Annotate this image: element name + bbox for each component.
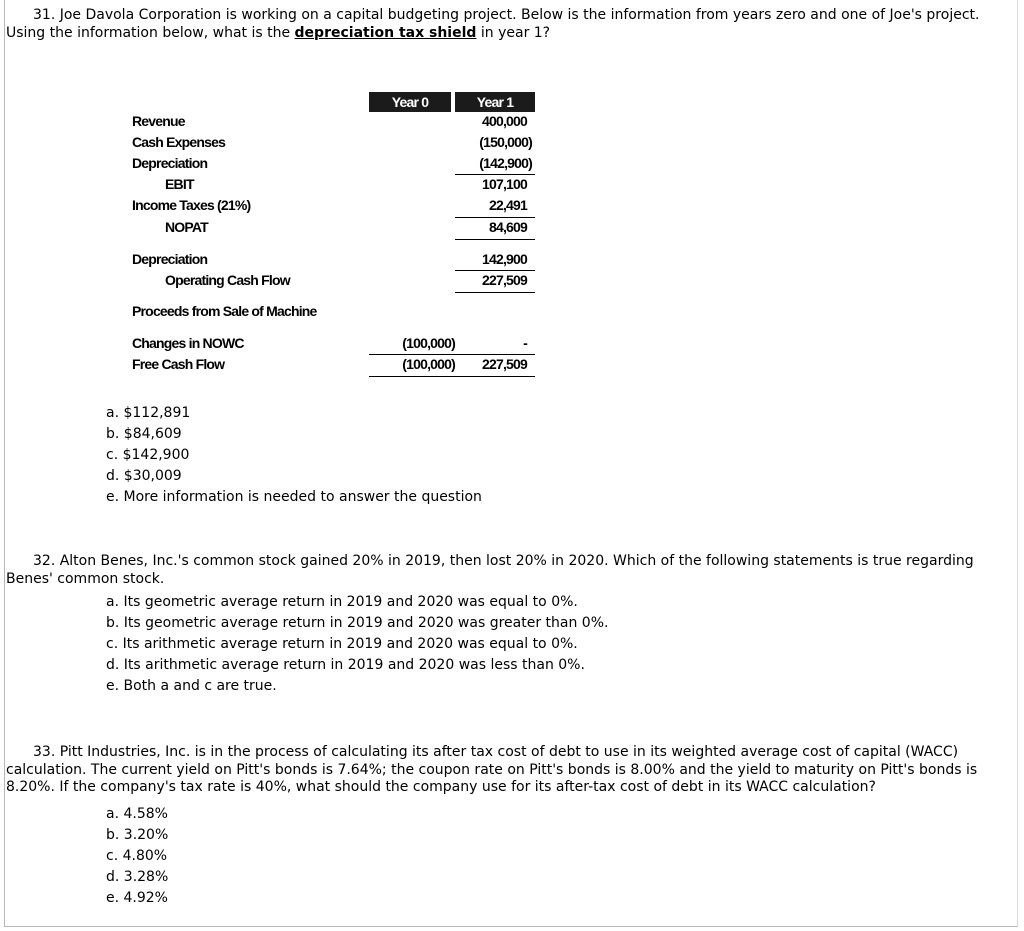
row-value-depreciation-y1: (142,900) bbox=[479, 155, 532, 171]
header-year1: Year 1 bbox=[455, 92, 535, 112]
question-33-options bbox=[106, 804, 168, 909]
option-32b[interactable]: b. Its geometric average return in 2019 and 2020 was greater than 0%. bbox=[106, 615, 609, 631]
row-value-fcf-y1: 227,509 bbox=[481, 356, 527, 372]
fcf-underline bbox=[369, 376, 535, 377]
option-31c[interactable]: c. $142,900 bbox=[106, 447, 190, 463]
option-33b[interactable]: b. 3.20% bbox=[106, 827, 169, 843]
row-value-nowc-y1: - bbox=[523, 335, 527, 351]
option-31a[interactable]: a. $112,891 bbox=[106, 405, 191, 421]
option-31e[interactable]: e. More information is needed to answer the question bbox=[106, 489, 482, 505]
row-value-fcf-y0: (100,000) bbox=[402, 356, 455, 372]
row-value-ebit-y1: 107,100 bbox=[481, 176, 527, 192]
option-32c[interactable]: c. Its arithmetic average return in 2019 and 2020 was equal to 0%. bbox=[106, 636, 578, 652]
nopat-rule bbox=[455, 217, 535, 218]
row-label-changes-in-nowc: Changes in NOWC bbox=[132, 335, 244, 351]
option-32e[interactable]: e. Both a and c are true. bbox=[106, 678, 277, 694]
row-label-proceeds: Proceeds from Sale of Machine bbox=[132, 303, 317, 319]
question-31-stem: 31. Joe Davola Corporation is working on a capital budgeting project. Below is the information from years zero and one of Joe's project. Using the information below, what is the depreciation tax shield in year 1? bbox=[6, 7, 980, 41]
cash-flow-table bbox=[0, 0, 1024, 400]
ocf-rule bbox=[455, 270, 535, 271]
question-33 bbox=[6, 744, 1006, 797]
row-value-nowc-y0: (100,000) bbox=[402, 335, 455, 351]
row-value-income-taxes-y1: 22,491 bbox=[488, 197, 527, 213]
option-33a[interactable]: a. 4.58% bbox=[106, 806, 168, 822]
header-year0: Year 0 bbox=[369, 92, 451, 112]
nopat-underline bbox=[455, 239, 535, 240]
option-33c[interactable]: c. 4.80% bbox=[106, 848, 168, 864]
option-32a[interactable]: a. Its geometric average return in 2019 and 2020 was equal to 0%. bbox=[106, 594, 578, 610]
fcf-rule bbox=[369, 354, 535, 355]
ebit-rule bbox=[455, 174, 535, 175]
row-value-nopat-y1: 84,609 bbox=[488, 219, 527, 235]
question-32-options bbox=[106, 592, 608, 697]
row-value-depreciation-addback-y1: 142,900 bbox=[481, 251, 527, 267]
question-32-stem: 32. Alton Benes, Inc.'s common stock gained 20% in 2019, then lost 20% in 2020. Which of the following statements is true regarding Benes' common stock. bbox=[6, 553, 974, 587]
row-label-free-cash-flow: Free Cash Flow bbox=[132, 356, 225, 372]
row-label-depreciation-addback: Depreciation bbox=[132, 251, 208, 267]
depreciation-tax-shield-emphasis: depreciation tax shield bbox=[294, 24, 477, 41]
row-value-revenue-y1: 400,000 bbox=[481, 113, 527, 129]
row-value-cash-expenses-y1: (150,000) bbox=[479, 134, 532, 150]
row-label-revenue: Revenue bbox=[132, 113, 185, 129]
question-31-options bbox=[106, 403, 482, 508]
row-label-nopat: NOPAT bbox=[165, 219, 208, 235]
row-label-operating-cash-flow: Operating Cash Flow bbox=[165, 272, 290, 288]
question-32 bbox=[6, 553, 1006, 588]
row-label-cash-expenses: Cash Expenses bbox=[132, 134, 226, 150]
row-value-operating-cash-flow-y1: 227,509 bbox=[481, 272, 527, 288]
row-label-income-taxes: Income Taxes (21%) bbox=[132, 197, 251, 213]
option-32d[interactable]: d. Its arithmetic average return in 2019 and 2020 was less than 0%. bbox=[106, 657, 585, 673]
question-33-stem: 33. Pitt Industries, Inc. is in the process of calculating its after tax cost of debt to use in its weighted average cost of capital (WACC) calculation. The current yield on Pitt's bonds is 7.64%; the coupon rate on Pitt's bonds is 8.00% and the yield to maturity on Pitt's bonds is 8.20%. If the company's tax rate is 40%, what should the company use for its after-tax cost of debt in its WACC calculation? bbox=[6, 744, 978, 795]
option-31b[interactable]: b. $84,609 bbox=[106, 426, 182, 442]
option-33d[interactable]: d. 3.28% bbox=[106, 869, 169, 885]
option-33e[interactable]: e. 4.92% bbox=[106, 890, 168, 906]
ocf-underline bbox=[455, 292, 535, 293]
row-label-ebit: EBIT bbox=[165, 176, 194, 192]
option-31d[interactable]: d. $30,009 bbox=[106, 468, 182, 484]
row-label-depreciation: Depreciation bbox=[132, 155, 208, 171]
